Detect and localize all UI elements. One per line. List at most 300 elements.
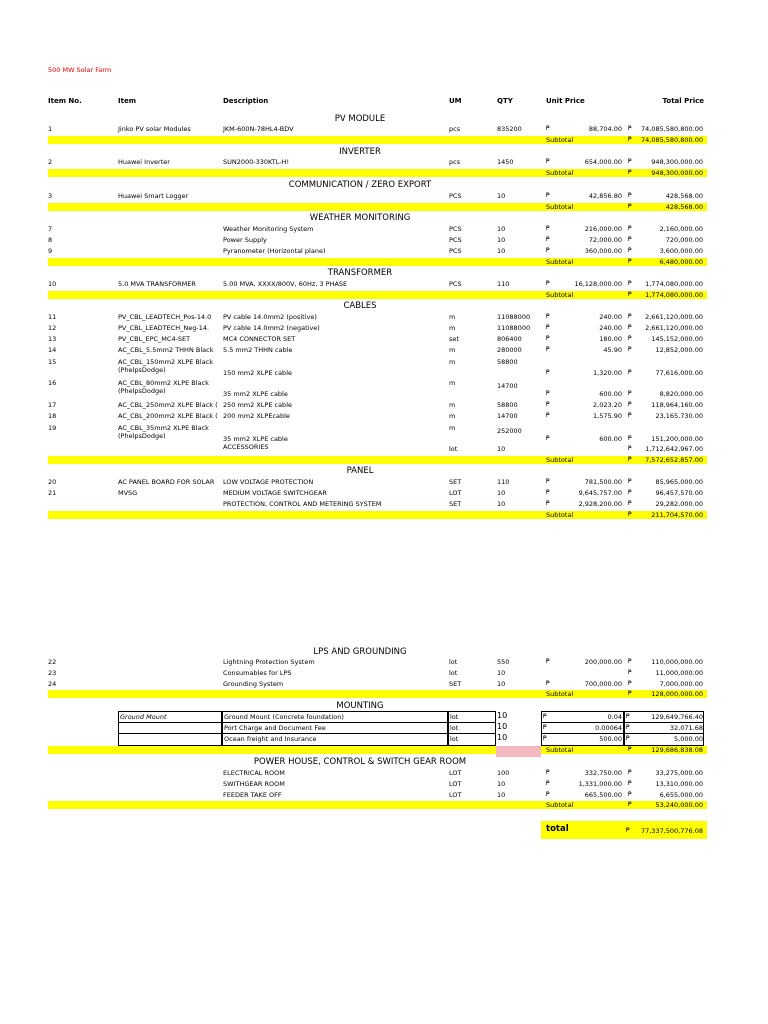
item-number: 2 [48,158,53,166]
unit-price: 500.00 [599,735,622,743]
subtotal-label: Subtotal [546,690,574,698]
peso-sign: ₱ [628,247,632,254]
subtotal-band [48,258,707,266]
item-number: 19 [48,424,57,432]
item-number: 22 [48,658,57,666]
description: Ocean freight and Insurance [224,735,317,743]
item-name: PV_CBL_EPC_MC4-SET [118,335,191,343]
description: Consumables for LPS [223,669,292,677]
unit-price: 180.00 [599,335,622,343]
peso-sign: ₱ [628,658,632,665]
section-title-inverter: INVERTER [339,147,381,157]
subtotal-label: Subtotal [546,136,574,144]
mount-grid-line [541,722,704,723]
unit-of-measure: lot [450,735,459,743]
peso-sign: ₱ [628,192,632,199]
description: Ground Mount (Concrete foundation) [224,713,344,721]
unit-of-measure: m [449,358,456,366]
total-price: 12,852,000.00 [655,346,703,354]
total-price: 8,820,000.00 [659,390,703,398]
quantity: 58800 [497,358,518,366]
item-number: 9 [48,247,53,255]
description: FEEDER TAKE OFF [223,791,282,799]
peso-sign: ₱ [628,801,632,808]
total-price: 5,000.00 [674,735,703,743]
item-number: 1 [48,125,53,133]
item-number: 7 [48,225,53,233]
quantity: 110 [497,280,510,288]
unit-of-measure: pcs [449,125,461,133]
section-title-mounting: MOUNTING [336,701,384,711]
unit-of-measure: LOT [449,780,462,788]
header-qty: QTY [497,97,513,105]
peso-sign: ₱ [626,735,630,742]
peso-sign: ₱ [546,401,550,408]
unit-of-measure: m [449,346,456,354]
total-price: 2,160,000.00 [659,225,703,233]
peso-sign: ₱ [628,478,632,485]
unit-of-measure: m [449,412,456,420]
unit-price: 654,000.00 [584,158,622,166]
peso-sign: ₱ [546,158,550,165]
peso-sign: ₱ [546,280,550,287]
item-name: AC_CBL_200mm2 XLPE Black ( [118,412,218,420]
subtotal-band [48,801,707,809]
unit-price: 1,320.00 [593,369,622,377]
peso-sign: ₱ [546,335,550,342]
unit-price: 45.90 [603,346,622,354]
unit-of-measure: lot [449,658,458,666]
peso-sign: ₱ [628,511,632,518]
total-price: 33,275,000.00 [655,769,703,777]
total-price: 77,616,000.00 [655,369,703,377]
peso-sign: ₱ [628,500,632,507]
peso-sign: ₱ [628,158,632,165]
item-name: PV_CBL_LEADTECH_Neg-14. [118,324,210,332]
subtotal-value: 129,686,838.08 [651,746,703,754]
unit-price: 360,000.00 [584,247,622,255]
item-number: 20 [48,478,57,486]
peso-sign: ₱ [626,724,630,731]
total-price: 32,071.68 [669,724,703,732]
subtotal-band [48,511,707,519]
unit-price: 240.00 [599,324,622,332]
peso-sign: ₱ [546,478,550,485]
grand-total-value: 77,337,500,776.08 [640,827,703,835]
unit-of-measure: pcs [449,158,461,166]
grand-total-label: total [546,824,569,834]
subtotal-value: 128,000,000.00 [651,690,703,698]
header-description: Description [223,97,269,105]
item-name: AC_CBL_35mm2 XLPE Black [118,424,209,432]
mounting-subtotal-band [48,746,707,754]
total-price: 129,649,766.40 [651,713,703,721]
unit-price: 700,000.00 [584,680,622,688]
subtotal-value: 948,300,000.00 [651,169,703,177]
peso-sign: ₱ [543,724,547,731]
peso-sign: ₱ [546,324,550,331]
quantity: 280000 [497,346,522,354]
item-name: AC_CBL_80mm2 XLPE Black [118,379,209,387]
item-name: PV_CBL_LEADTECH_Pos-14.0 [118,313,212,321]
subtotal-band [48,456,707,464]
unit-price: 240.00 [599,313,622,321]
peso-sign: ₱ [546,236,550,243]
unit-of-measure: SET [449,478,462,486]
item-number: 24 [48,680,57,688]
unit-of-measure: SET [449,680,462,688]
peso-sign: ₱ [628,203,632,210]
total-price: 145,152,000.00 [651,335,703,343]
unit-of-measure: lot [450,713,459,721]
total-price: 85,965,000.00 [655,478,703,486]
peso-sign: ₱ [628,669,632,676]
quantity: 14700 [497,382,518,390]
description: Power Supply [223,236,267,244]
item-name-line2: (PhelpsDodge) [118,432,166,440]
unit-of-measure: PCS [449,192,462,200]
quantity: 10 [497,780,506,788]
total-price: 13,310,000.00 [655,780,703,788]
description: 5.5 mm2 THHN cable [223,346,293,354]
unit-price: 600.00 [599,435,622,443]
unit-price: 16,128,000.00 [574,280,622,288]
subtotal-label: Subtotal [546,801,574,809]
quantity: 550 [497,658,510,666]
quantity: 10 [497,680,506,688]
peso-sign: ₱ [628,746,632,753]
quantity: 10 [497,722,508,731]
item-number: 8 [48,236,53,244]
item-name: AC_CBL_150mm2 XLPE Black [118,358,214,366]
quantity: 10 [497,225,506,233]
peso-sign: ₱ [628,412,632,419]
item-name: AC_CBL_250mm2 XLPE Black ( [118,401,218,409]
peso-sign: ₱ [626,827,630,834]
total-price: 11,000,000.00 [655,669,703,677]
quantity: 11088000 [497,324,531,332]
item-name: Huawei Smart Logger [118,192,189,200]
peso-sign: ₱ [546,247,550,254]
unit-of-measure: m [449,313,456,321]
peso-sign: ₱ [628,313,632,320]
section-title-power: POWER HOUSE, CONTROL & SWITCH GEAR ROOM [253,757,467,767]
peso-sign: ₱ [628,225,632,232]
subtotal-value: 428,568.00 [665,203,703,211]
unit-price: 332,750.00 [584,769,622,777]
peso-sign: ₱ [543,735,547,742]
quantity: 10 [497,711,508,720]
peso-sign: ₱ [628,291,632,298]
peso-sign: ₱ [628,435,632,442]
page-title: 500 MW Solar Farm [48,66,112,74]
unit-of-measure: m [449,401,456,409]
quantity: 10 [497,791,506,799]
subtotal-band [48,203,707,211]
item-name: Huawei Inverter [118,158,170,166]
peso-sign: ₱ [628,136,632,143]
unit-price: 665,500.00 [584,791,622,799]
total-price: 29,282,000.00 [655,500,703,508]
peso-sign: ₱ [546,658,550,665]
peso-sign: ₱ [546,390,550,397]
quantity: 110 [497,478,510,486]
peso-sign: ₱ [628,125,632,132]
item-name: AC PANEL BOARD FOR SOLAR [118,478,215,486]
subtotal-value: 211,704,570.00 [651,511,703,519]
unit-of-measure: m [449,424,456,432]
peso-sign: ₱ [628,258,632,265]
peso-sign: ₱ [628,335,632,342]
peso-sign: ₱ [546,489,550,496]
unit-of-measure: set [449,335,459,343]
unit-price: 781,500.00 [584,478,622,486]
quantity: 14700 [497,412,518,420]
unit-of-measure: LOT [449,769,462,777]
unit-price: 600.00 [599,390,622,398]
item-number: 3 [48,192,53,200]
unit-of-measure: m [449,324,456,332]
item-number: 18 [48,412,57,420]
total-price: 110,000,000.00 [651,658,703,666]
total-price: 1,712,642,967.00 [645,445,703,453]
unit-price: 1,575.90 [593,412,622,420]
subtotal-value: 74,085,580,800.00 [640,136,703,144]
subtotal-label: Subtotal [546,169,574,177]
mount-grid-line [118,733,496,734]
item-number: 17 [48,401,57,409]
unit-of-measure: PCS [449,247,462,255]
peso-sign: ₱ [628,780,632,787]
peso-sign: ₱ [546,412,550,419]
item-name: MVSG [118,489,138,497]
subtotal-label: Subtotal [546,511,574,519]
unit-of-measure: lot [449,669,458,677]
total-price: 151,200,000.00 [651,435,703,443]
unit-price: 0.00064 [595,724,622,732]
item-name: AC_CBL_5.5mm2 THHN Black [118,346,214,354]
description: PROTECTION, CONTROL AND METERING SYSTEM [223,500,382,508]
item-number: 10 [48,280,57,288]
unit-price: 42,856.80 [588,192,622,200]
peso-sign: ₱ [546,769,550,776]
description: SUN2000-330KTL-H! [223,158,290,166]
description: MEDIUM VOLTAGE SWITCHGEAR [223,489,327,497]
description: JKM-600N-78HL4-BDV [223,125,294,133]
quantity: 10 [497,500,506,508]
unit-price: 0.04 [607,713,622,721]
unit-of-measure: PCS [449,225,462,233]
peso-sign: ₱ [546,780,550,787]
unit-of-measure: PCS [449,236,462,244]
item-name-line2: (PhelpsDodge) [118,387,166,395]
item-number: 14 [48,346,57,354]
section-title-transformer: TRANSFORMER [327,268,393,278]
total-price: 3,600,000.00 [659,247,703,255]
subtotal-label: Subtotal [546,456,574,464]
ground-mount-label: Ground Mount [120,713,167,721]
total-price: 6,655,000.00 [659,791,703,799]
unit-price: 2,928,200.00 [578,500,622,508]
item-name-line2: (PhelpsDodge) [118,366,166,374]
subtotal-band [48,291,707,299]
quantity: 11088000 [497,313,531,321]
peso-sign: ₱ [628,369,632,376]
peso-sign: ₱ [628,445,632,452]
peso-sign: ₱ [546,680,550,687]
total-price: 7,000,000.00 [659,680,703,688]
quantity: 806400 [497,335,522,343]
total-price: 948,300,000.00 [651,158,703,166]
item-name: Jinko PV solar Modules [118,125,191,133]
unit-of-measure: PCS [449,280,462,288]
subtotal-label: Subtotal [546,258,574,266]
quantity: 10 [497,445,506,453]
unit-of-measure: LOT [449,489,462,497]
item-number: 23 [48,669,57,677]
section-title-panel: PANEL [346,466,374,476]
item-number: 21 [48,489,57,497]
quantity: 10 [497,192,506,200]
quantity: 10 [497,669,506,677]
total-price: 96,457,570.00 [655,489,703,497]
section-title-cables: CABLES [343,301,377,311]
subtotal-value: 53,240,000.00 [655,801,703,809]
quantity: 10 [497,236,506,244]
peso-sign: ₱ [546,500,550,507]
subtotal-value: 1,774,080,000.00 [645,291,703,299]
header-unit-price: Unit Price [546,97,585,105]
header-item: Item [118,97,136,105]
quantity: 10 [497,247,506,255]
unit-price: 88,704.00 [588,125,622,133]
peso-sign: ₱ [626,713,630,720]
unit-price: 72,000.00 [588,236,622,244]
subtotal-band [48,136,707,144]
peso-sign: ₱ [628,324,632,331]
total-price: 118,964,160.00 [651,401,703,409]
peso-sign: ₱ [546,346,550,353]
description: ACCESSORIES [223,443,269,451]
total-price: 720,000.00 [665,236,703,244]
peso-sign: ₱ [546,435,550,442]
unit-of-measure: lot [449,445,458,453]
description: PV cable 14.0mm2 (negative) [223,324,320,332]
header-item-no: Item No. [48,97,82,105]
unit-price: 216,000.00 [584,225,622,233]
subtotal-value: 6,480,000.00 [659,258,703,266]
total-price: 23,165,730.00 [655,412,703,420]
subtotal-label: Subtotal [546,203,574,211]
header-um: UM [449,97,462,105]
quantity: 1450 [497,158,514,166]
description: Weather Monitoring System [223,225,314,233]
peso-sign: ₱ [628,401,632,408]
section-title-weather: WEATHER MONITORING [309,213,411,223]
peso-sign: ₱ [546,225,550,232]
unit-price: 1,331,000.00 [578,780,622,788]
total-price: 2,661,120,000.00 [645,324,703,332]
description: Port Charge and Document Fee [224,724,326,732]
unit-price: 2,023.20 [593,401,622,409]
description: 35 mm2 XLPE cable [223,435,288,443]
pink-cell [496,746,541,757]
total-price: 428,568.00 [665,192,703,200]
section-title-lps: LPS AND GROUNDING [313,647,407,657]
subtotal-label: Subtotal [546,291,574,299]
peso-sign: ₱ [543,713,547,720]
peso-sign: ₱ [628,690,632,697]
peso-sign: ₱ [628,390,632,397]
item-number: 15 [48,358,57,366]
total-price: 2,661,120,000.00 [645,313,703,321]
subtotal-value: 7,572,652,857.00 [645,456,703,464]
quantity: 10 [497,733,508,742]
item-number: 13 [48,335,57,343]
peso-sign: ₱ [546,125,550,132]
subtotal-band [48,169,707,177]
peso-sign: ₱ [628,680,632,687]
quantity: 252000 [497,427,522,435]
peso-sign: ₱ [546,313,550,320]
unit-of-measure: lot [450,724,459,732]
total-price: 1,774,080,000.00 [645,280,703,288]
description: PV cable 14.0mm2 (positive) [223,313,317,321]
description: SWITHGEAR ROOM [223,780,285,788]
unit-price: 9,645,757.00 [578,489,622,497]
description: 200 mm2 XLPEcable [223,412,290,420]
peso-sign: ₱ [546,192,550,199]
quantity: 58800 [497,401,518,409]
item-name: 5.0 MVA TRANSFORMER [118,280,196,288]
item-number: 16 [48,379,57,387]
peso-sign: ₱ [628,236,632,243]
unit-of-measure: SET [449,500,462,508]
description: LOW VOLTAGE PROTECTION [223,478,314,486]
quantity: 10 [497,489,506,497]
unit-of-measure: m [449,379,456,387]
unit-price: 200,000.00 [584,658,622,666]
header-total-price: Total Price [662,97,704,105]
description: 150 mm2 XLPE cable [223,369,292,377]
quantity: 100 [497,769,510,777]
peso-sign: ₱ [546,791,550,798]
description: Lightning Protection System [223,658,315,666]
peso-sign: ₱ [628,791,632,798]
peso-sign: ₱ [628,280,632,287]
peso-sign: ₱ [546,369,550,376]
description: 250 mm2 XLPE cable [223,401,292,409]
subtotal-band [48,690,707,698]
mount-grid-line [118,722,496,723]
total-price: 74,085,580,800.00 [640,125,703,133]
section-title-pv: PV MODULE [334,114,386,124]
section-title-comm: COMMUNICATION / ZERO EXPORT [288,180,432,190]
description: Pyranometer (Horizontal plane) [223,247,326,255]
quantity: 835200 [497,125,522,133]
item-number: 12 [48,324,57,332]
mount-grid-line [541,733,704,734]
description: 35 mm2 XLPE cable [223,390,288,398]
subtotal-label: Subtotal [546,746,574,754]
description: 5.00 MVA, XXXX/800V, 60Hz, 3 PHASE [223,280,348,288]
description: MC4 CONNECTOR SET [223,335,296,343]
unit-of-measure: LOT [449,791,462,799]
peso-sign: ₱ [628,456,632,463]
peso-sign: ₱ [628,346,632,353]
peso-sign: ₱ [628,489,632,496]
item-number: 11 [48,313,57,321]
